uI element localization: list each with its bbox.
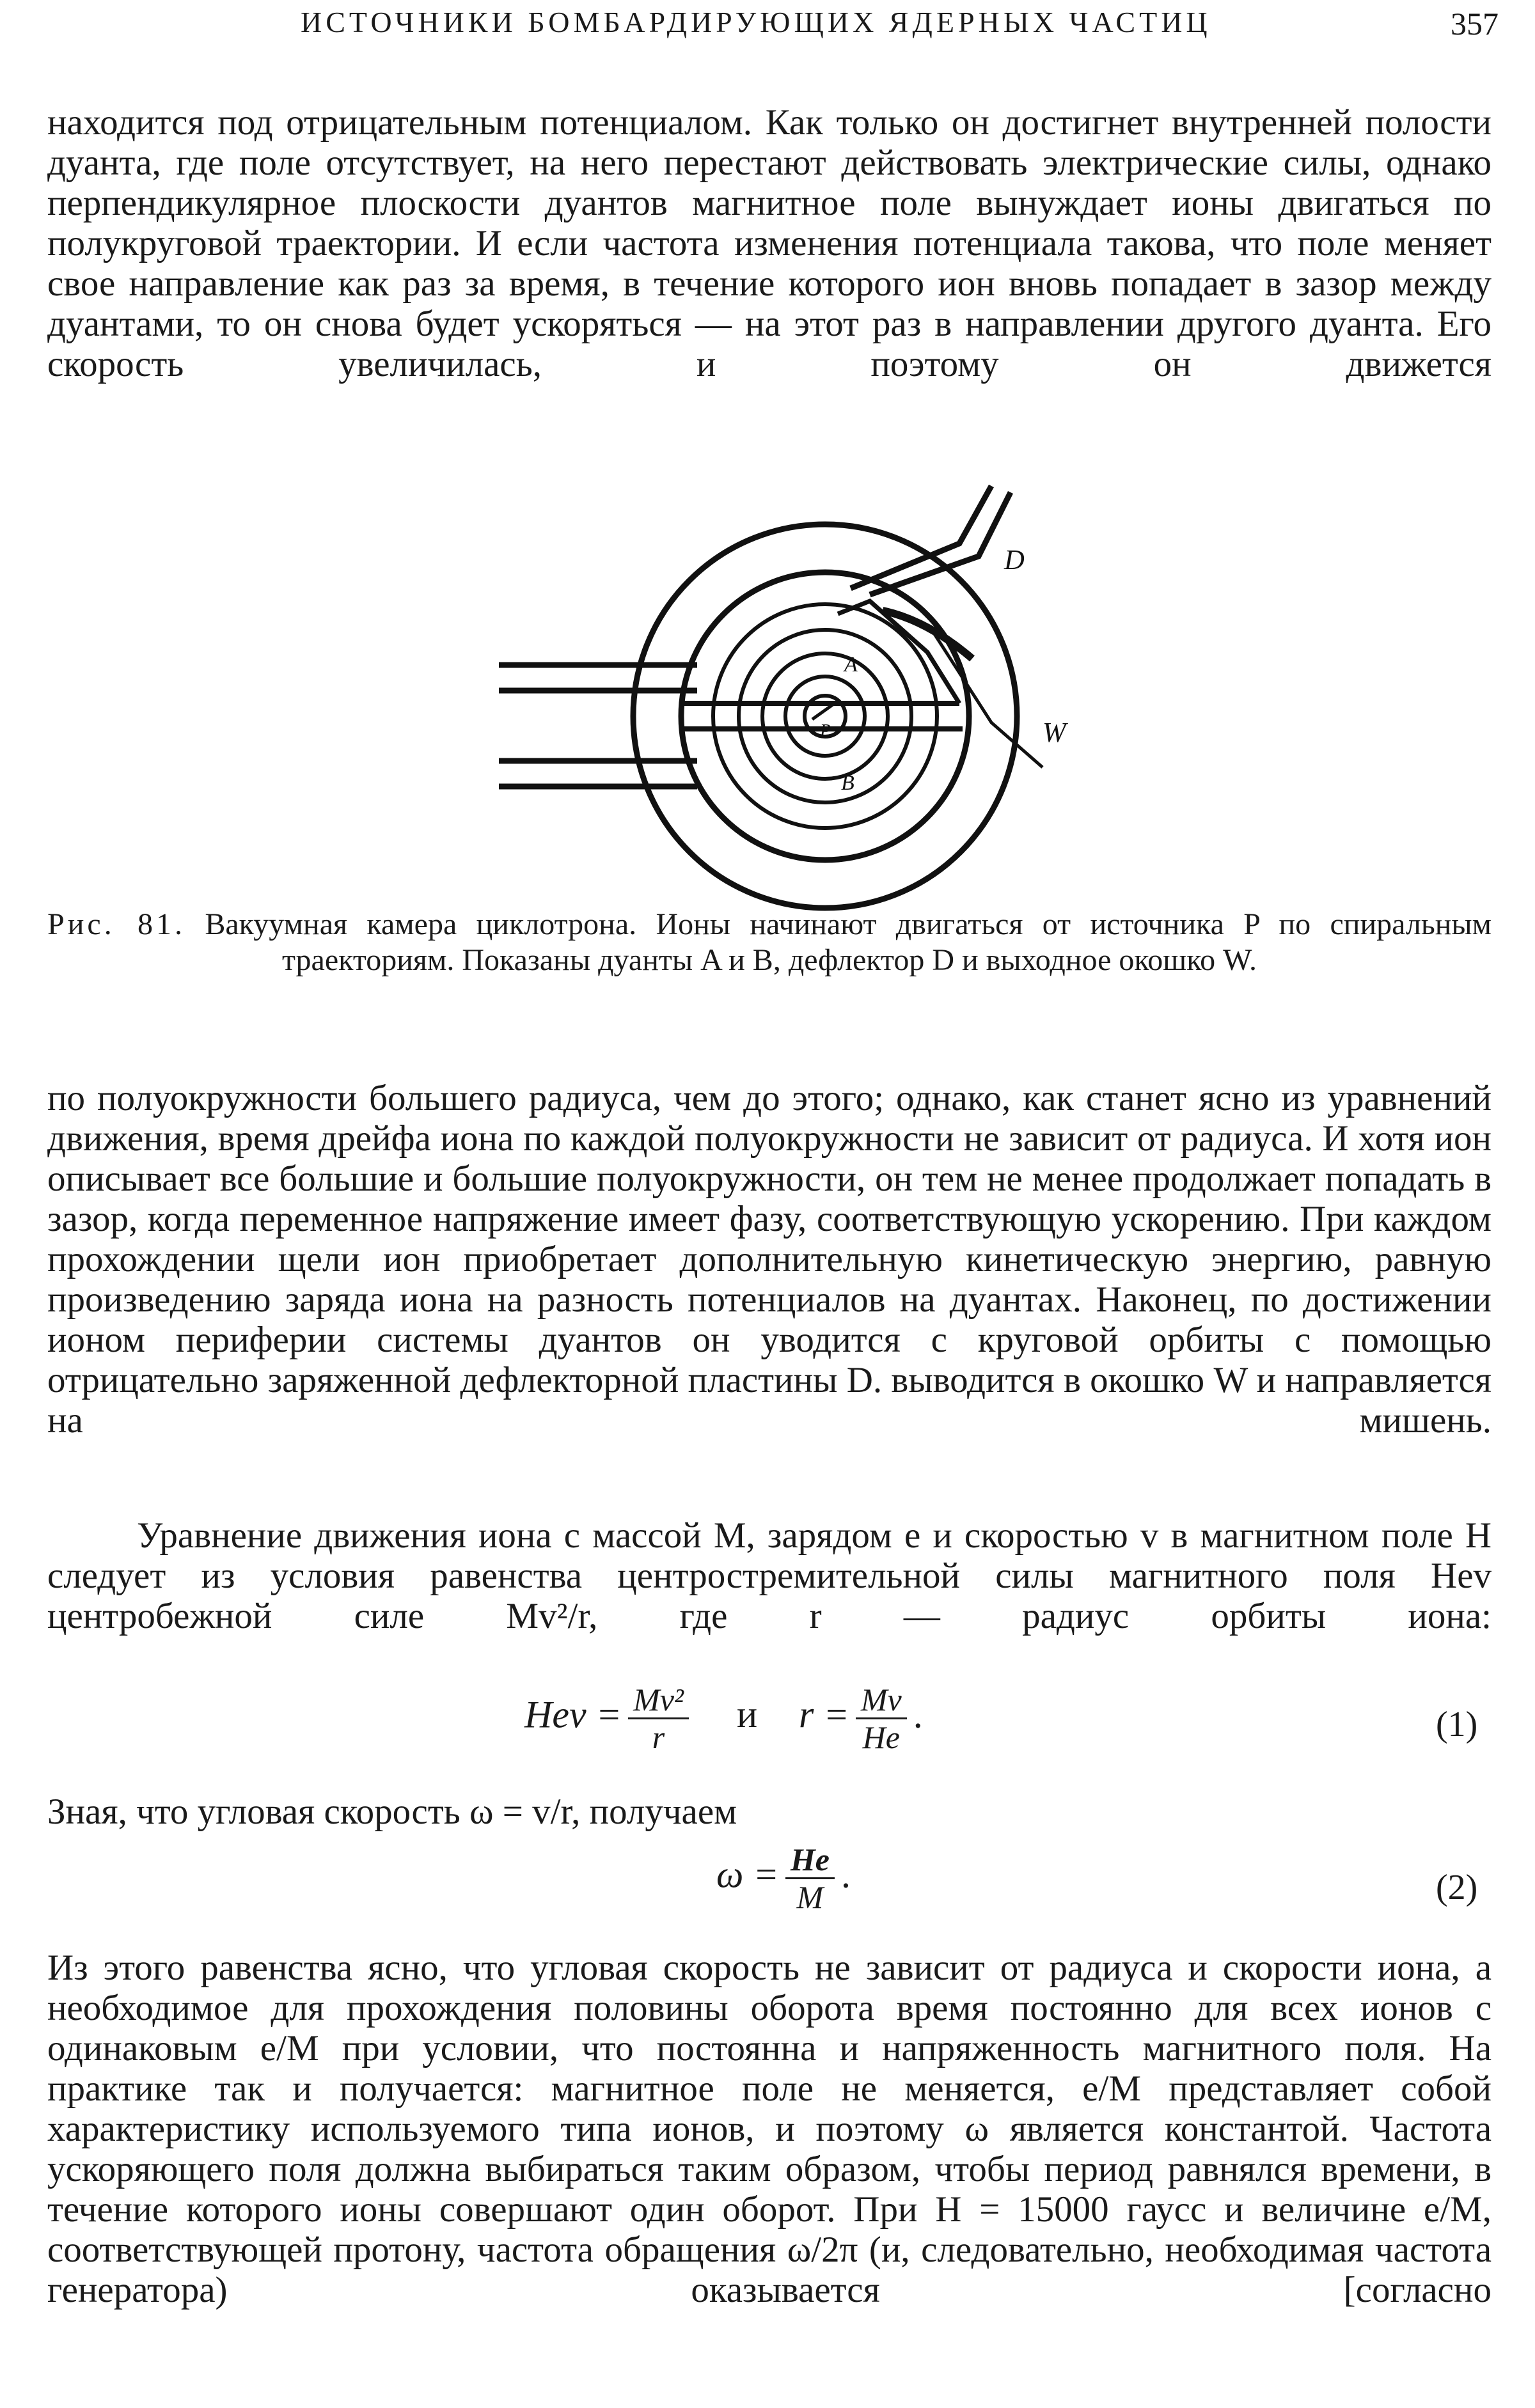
cyclotron-figure: [486, 473, 1066, 921]
equation-1-fraction-1: [628, 1682, 689, 1755]
equation-1-conjunction: и: [736, 1693, 758, 1736]
paragraph-2: по полуокружности большего радиуса, чем до этого; однако, как станет ясно из уравнений движения, время дрейфа иона по каждой полуокружности не зависит от радиуса. И хотя ион описывает все большие и большие полуокружности, он тем не менее продолжает попадать в зазор, когда переменное напряжение имеет фазу, соответствующую ускорению. При каждом прохождении щели ион приобретает дополнительную кинетическую энергию, равную произведению заряда иона на разность потенциалов на дуантах. Наконец, по достижении ионом периферии системы дуантов он уводится с круговой орбиты с помощью отрицательно заряженной дефлекторной пластины D. выводится в окошко W и направляется на мишень.: [47, 1078, 1492, 1441]
equation-2-fraction: [785, 1841, 835, 1915]
fraction-denominator: M: [796, 1879, 824, 1915]
label-dee-b: B: [841, 771, 854, 795]
deflector-stem-2: [870, 492, 1011, 595]
deflector-stem: [851, 486, 991, 588]
equation-2: ω = $\frac{He}{M}$ .: [716, 1841, 851, 1915]
fraction-denominator: He: [862, 1719, 900, 1755]
equation-1-number: (1): [1436, 1705, 1478, 1744]
paragraph-5: Из этого равенства ясно, что угловая скорость не зависит от радиуса и скорости иона, а необходимое для прохождения половины оборота время постоянно для всех ионов с одинаковым e/M при условии, что постоянна и напряженность магнитного поля. На практике так и получается: магнитное поле не меняется, e/M представляет собой характеристику используемого типа ионов, и поэтому ω является константой. Частота ускоряющего поля должна выбираться таким образом, чтобы период равнялся времени, в течение которого ионы совершают один оборот. При H = 15000 гаусс и величине e/M, соответствующей протону, частота обращения ω/2π (и, следовательно, необходимая частота генератора) оказывается [согласно: [47, 1948, 1492, 2310]
paragraph-3: Уравнение движения иона с массой M, зарядом e и скоростью v в магнитном поле H следует из условия равенства центростремительной силы магнитного поля Hev центробежной силе Mv²/r, где r — радиус орбиты иона:: [47, 1515, 1492, 1636]
chamber-inner-ring: [681, 572, 969, 860]
fraction-numerator: He: [785, 1841, 835, 1879]
running-title: ИСТОЧНИКИ БОМБАРДИРУЮЩИХ ЯДЕРНЫХ ЧАСТИЦ: [301, 6, 1211, 38]
fraction-denominator: r: [652, 1719, 665, 1755]
equation-1: Hev = $\frac{\text{Mv²}}{r}$ и r = $\frac{Mv}{He}$ .: [524, 1682, 923, 1755]
paragraph-1: находится под отрицательным потенциалом. Как только он достигнет внутренней полости дуанта, где поле отсутствует, на него перестают действовать электрические силы, однако перпендикулярное плоскости дуантов магнитное поле вынуждает ионы двигаться по полукруговой траектории. И если частота изменения потенциала такова, что поле меняет свое направление как раз за время, в течение которого ион вновь попадает в зазор между дуантами, то он снова будет ускоряться — на этот раз в направлении другого дуанта. Его скорость увеличилась, и поэтому он движется: [47, 102, 1492, 384]
label-dee-a: A: [844, 653, 858, 676]
feed-tube-lower: [499, 761, 697, 786]
exit-window-path: [934, 633, 1043, 767]
fraction-numerator: Mv: [856, 1682, 907, 1719]
paragraph-4: Зная, что угловая скорость ω = v/r, получаем: [47, 1792, 737, 1832]
label-window-w: W: [1043, 717, 1066, 748]
figure-caption: [47, 907, 1492, 978]
label-source-p: P: [820, 721, 831, 741]
feed-tube-upper: [499, 665, 697, 691]
caption-label: Рис. 81.: [47, 907, 185, 941]
page-number: 357: [1451, 6, 1499, 42]
equation-1-rhs: r =: [799, 1693, 849, 1736]
equation-1-fraction-2: [856, 1682, 907, 1755]
caption-text: Вакуумная камера циклотрона. Ионы начинают двигаться от источника P по спиральным траекториям. Показаны дуанты A и B, дефлектор D и выходное окошко W.: [205, 907, 1492, 977]
equation-2-lhs: ω =: [716, 1853, 779, 1896]
equation-2-number: (2): [1436, 1868, 1478, 1907]
equation-1-lhs: Hev =: [524, 1693, 622, 1736]
fraction-numerator: Mv²: [628, 1682, 689, 1719]
chamber-outer-ring: [633, 524, 1017, 908]
label-deflector-d: D: [1004, 544, 1025, 575]
